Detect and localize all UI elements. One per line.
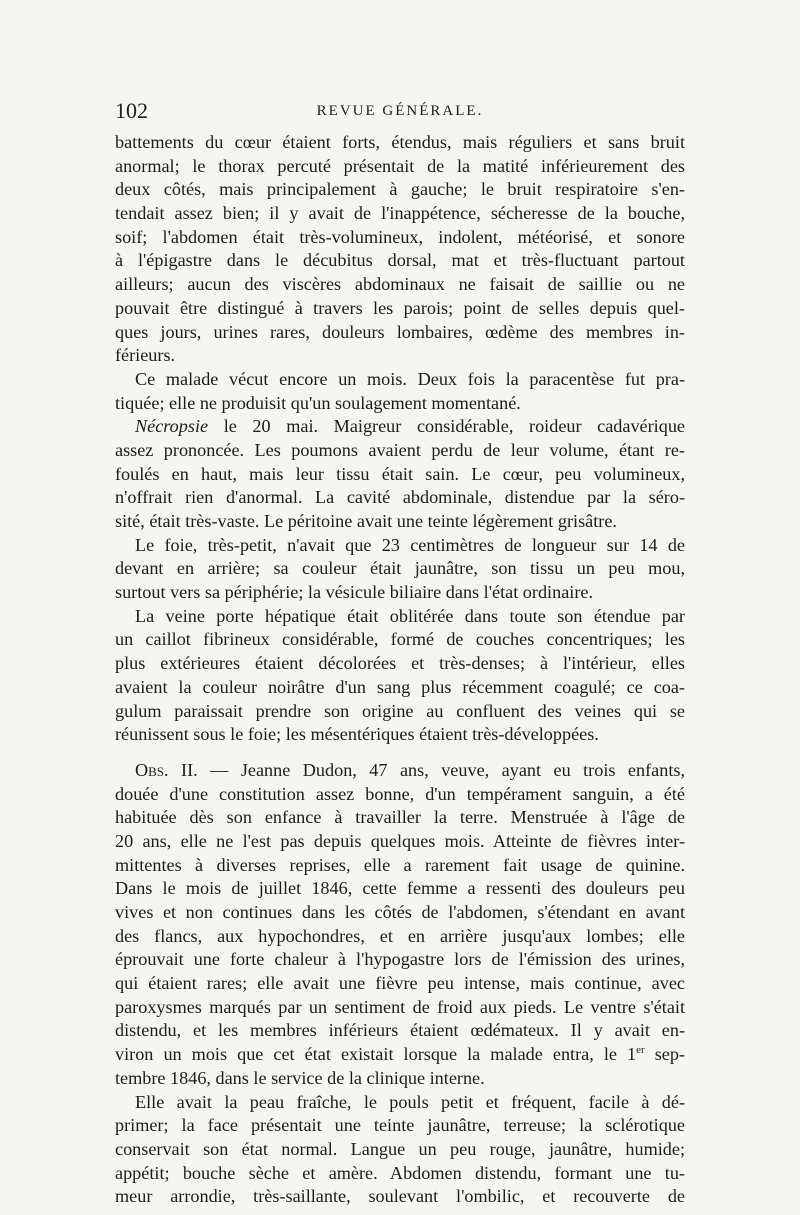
text-line: éprouvait une forte chaleur à l'hypogastre lors de l'émission des urines, — [115, 949, 685, 970]
text-line: paroxysmes marqués par un sentiment de froid aux pieds. Le ventre s'était — [115, 996, 685, 1017]
text-line: appétit; bouche sèche et amère. Abdomen distendu, formant une tu- — [115, 1162, 685, 1183]
text-line: primer; la face présentait une teinte jaunâtre, terreuse; la sclérotique — [115, 1115, 685, 1136]
text-line: meur arrondie, très-saillante, soulevant l'ombilic, et recouverte de — [115, 1186, 685, 1207]
text-line: avaient la couleur noirâtre d'un sang plus récemment coagulé; ce coa- — [115, 676, 685, 697]
text-line-rest: — Jeanne Dudon, 47 ans, veuve, ayant eu trois enfants, — [197, 759, 685, 780]
text-line: conservait son état normal. Langue un peu rouge, jaunâtre, humide; — [115, 1138, 685, 1159]
paragraph — [115, 534, 685, 605]
text-line: douée d'une constitution assez bonne, d'un tempérament sanguin, a été — [115, 783, 685, 804]
necropsie-heading: Nécropsie — [135, 416, 209, 437]
paragraph — [115, 415, 685, 533]
text-line: qui étaient rares; elle avait une fièvre peu intense, mais continue, avec — [115, 973, 685, 994]
paragraph — [115, 368, 685, 415]
text-line: 20 ans, elle ne l'est pas depuis quelques mois. Atteinte de fièvres inter- — [115, 830, 685, 851]
text-line: sité, était très-vaste. Le péritoine avait une teinte légèrement grisâtre. — [115, 511, 617, 531]
text-line: férieurs. — [115, 345, 176, 366]
text-line: soif; l'abdomen était très-volumineux, indolent, météorisé, et sonore — [115, 226, 685, 247]
text-line: Elle avait la peau fraîche, le pouls petit et fréquent, facile à dé- — [135, 1091, 685, 1112]
paragraph — [115, 131, 685, 368]
text-line: réunissent sous le foie; les mésentériques étaient très-développées. — [115, 724, 599, 745]
text-line: assez prononcée. Les poumons avaient perdu de leur volume, étant re- — [115, 439, 685, 460]
text-line: des flancs, aux hypochondres, et en arrière jusqu'aux lombes; elle — [115, 925, 685, 946]
body-text — [115, 131, 685, 1209]
text-line — [115, 415, 685, 439]
text-line: ailleurs; aucun des viscères abdominaux ne faisait de saillie ou ne — [115, 274, 685, 295]
text-line: devant en arrière; sa couleur était jaunâtre, son tissu un peu mou, — [115, 558, 685, 579]
text-line: un caillot fibrineux considérable, formé de couches concentriques; les — [115, 629, 685, 650]
observation-label: Obs. II. — [135, 759, 198, 780]
text-line: La veine porte hépatique était oblitérée dans toute son étendue par — [135, 605, 685, 626]
text-line: plus extérieures étaient décolorées et très-denses; à l'intérieur, elles — [115, 653, 685, 674]
text-line-part: viron un mois que cet état existait lorsque la malade entra, le 1 — [115, 1044, 637, 1065]
text-line: n'offrait rien d'anormal. La cavité abdominale, distendue par la séro- — [115, 487, 685, 508]
page-header — [115, 96, 685, 126]
text-line: habituée dès son enfance à travailler la terre. Menstruée à l'âge de — [115, 807, 685, 828]
text-line: tembre 1846, dans le service de la clinique interne. — [115, 1067, 485, 1088]
text-line: pouvait être distingué à travers les parois; point de selles depuis quel- — [115, 297, 685, 318]
page-number: 102 — [115, 98, 148, 123]
text-line: deux côtés, mais principalement à gauche; le bruit respiratoire s'en- — [115, 179, 685, 200]
section-gap — [115, 747, 685, 759]
paragraph — [115, 759, 685, 1091]
superscript: er — [636, 1044, 645, 1057]
text-line: tendait assez bien; il y avait de l'inappétence, sécheresse de la bouche, — [115, 203, 685, 224]
text-line: battements du cœur étaient forts, étendus, mais réguliers et sans bruit — [115, 132, 685, 152]
text-line: surtout vers sa périphérie; la vésicule biliaire dans l'état ordinaire. — [115, 582, 593, 603]
text-line: ques jours, urines rares, douleurs lombaires, œdème des membres in- — [115, 321, 685, 342]
text-line: anormal; le thorax percuté présentait de la matité inférieurement des — [115, 155, 685, 176]
text-line: foulés en haut, mais leur tissu était sain. Le cœur, peu volumineux, — [115, 463, 685, 484]
text-line — [115, 1043, 685, 1067]
text-line-part: sep- — [644, 1044, 685, 1065]
text-line: tiquée; elle ne produisit qu'un soulagement momentané. — [115, 392, 521, 413]
text-line: vives et non continues dans les côtés de l'abdomen, s'étendant en avant — [115, 902, 685, 922]
text-line: gulum paraissait prendre son origine au confluent des veines qui se — [115, 700, 685, 721]
text-line-rest: le 20 mai. Maigreur considérable, roideur cadavérique — [208, 416, 685, 437]
text-line: mittentes à diverses reprises, elle a rarement fait usage de quinine. — [115, 854, 685, 875]
text-line: Ce malade vécut encore un mois. Deux fois la paracentèse fut pra- — [135, 368, 685, 389]
running-title: REVUE GÉNÉRALE. — [316, 103, 484, 119]
paragraph — [115, 605, 685, 747]
text-line: Le foie, très-petit, n'avait que 23 centimètres de longueur sur 14 de — [135, 534, 685, 555]
text-line: Dans le mois de juillet 1846, cette femme a ressenti des douleurs peu — [115, 878, 685, 899]
text-line: distendu, et les membres inférieurs étaient œdémateux. Il y avait en- — [115, 1020, 685, 1041]
paragraph — [115, 1091, 685, 1209]
text-line: à l'épigastre dans le décubitus dorsal, mat et très-fluctuant partout — [115, 250, 685, 271]
text-line — [115, 759, 685, 783]
